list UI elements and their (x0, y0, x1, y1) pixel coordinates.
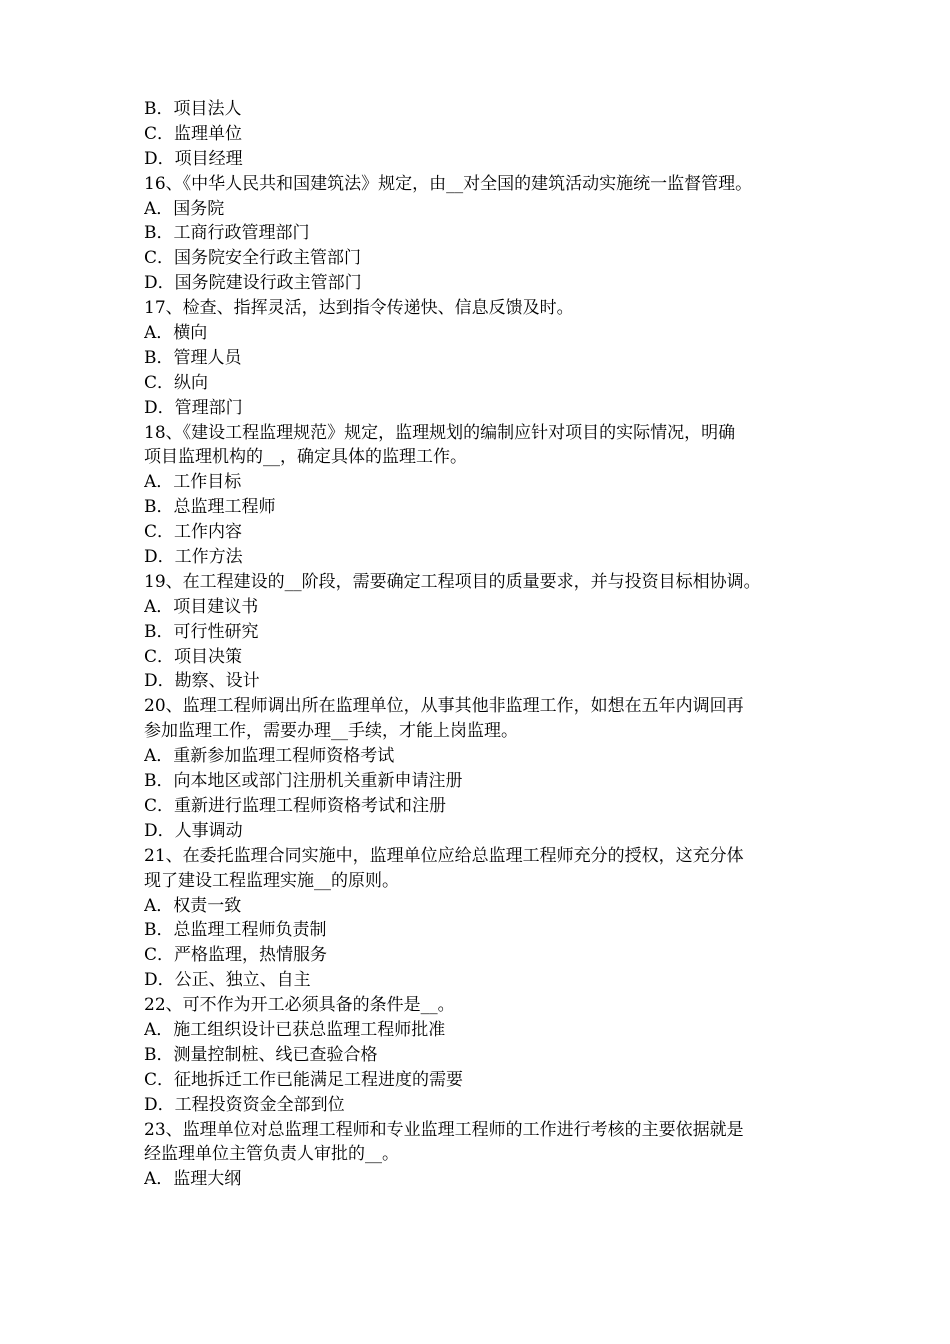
question-23: 23、监理单位对总监理工程师和专业监理工程师的工作进行考核的主要依据就是 (144, 1119, 744, 1140)
text-line: 项目监理机构的__，确定具体的监理工作。 (144, 447, 467, 468)
text-line: C．纵向 (144, 372, 209, 393)
text-line: B．管理人员 (144, 347, 242, 368)
text-line: D．人事调动 (144, 820, 243, 841)
text-line: D．工作方法 (144, 547, 243, 568)
text-line: B．可行性研究 (144, 621, 259, 642)
text-line: B．向本地区或部门注册机关重新申请注册 (144, 771, 463, 792)
text-line: C．征地拆迁工作已能满足工程进度的需要 (144, 1069, 464, 1090)
text-line: D．管理部门 (144, 397, 243, 418)
text-line: C．国务院安全行政主管部门 (144, 248, 362, 269)
question-18: 18、《建设工程监理规范》规定，监理规划的编制应针对项目的实际情况，明确 (144, 422, 736, 443)
text-line: D．工程投资资金全部到位 (144, 1094, 345, 1115)
question-19: 19、在工程建设的__阶段，需要确定工程项目的质量要求，并与投资目标相协调。 (144, 571, 761, 592)
text-line: 参加监理工作，需要办理__手续，才能上岗监理。 (144, 721, 518, 742)
text-line: C．工作内容 (144, 522, 243, 543)
text-line: B．总监理工程师负责制 (144, 920, 327, 941)
question-21: 21、在委托监理合同实施中，监理单位应给总监理工程师充分的授权，这充分体 (144, 845, 744, 866)
text-line: D．勘察、设计 (144, 671, 260, 692)
text-line: B．总监理工程师 (144, 497, 276, 518)
question-20: 20、监理工程师调出所在监理单位，从事其他非监理工作，如想在五年内调回再 (144, 696, 744, 717)
text-line: B．测量控制桩、线已查验合格 (144, 1044, 378, 1065)
text-line: 经监理单位主管负责人审批的__。 (144, 1144, 399, 1165)
text-line: A．重新参加监理工程师资格考试 (144, 746, 395, 767)
text-line: C．严格监理，热情服务 (144, 945, 328, 966)
text-line: A．国务院 (144, 198, 225, 219)
question-16: 16、《中华人民共和国建筑法》规定，由__对全国的建筑活动实施统一监督管理。 (144, 173, 753, 194)
text-line: A．权责一致 (144, 895, 242, 916)
text-line: D．国务院建设行政主管部门 (144, 273, 362, 294)
text-line: C．监理单位 (144, 123, 243, 144)
text-line: A．项目建议书 (144, 596, 259, 617)
text-line: B．项目法人 (144, 99, 242, 119)
text-line: B．工商行政管理部门 (144, 223, 310, 244)
question-22: 22、可不作为开工必须具备的条件是__。 (144, 995, 455, 1016)
text-line: A．监理大纲 (144, 1169, 242, 1190)
question-17: 17、检查、指挥灵活，达到指令传递快、信息反馈及时。 (144, 298, 574, 319)
text-line: A．横向 (144, 323, 208, 344)
text-line: D．公正、独立、自主 (144, 970, 311, 991)
text-line: A．施工组织设计已获总监理工程师批准 (144, 1019, 446, 1040)
text-line: C．项目决策 (144, 646, 243, 667)
text-line: 现了建设工程监理实施__的原则。 (144, 870, 399, 891)
document-page (144, 97, 812, 1192)
text-line: A．工作目标 (144, 472, 242, 493)
text-line: C．重新进行监理工程师资格考试和注册 (144, 795, 447, 816)
text-line: D．项目经理 (144, 148, 243, 169)
